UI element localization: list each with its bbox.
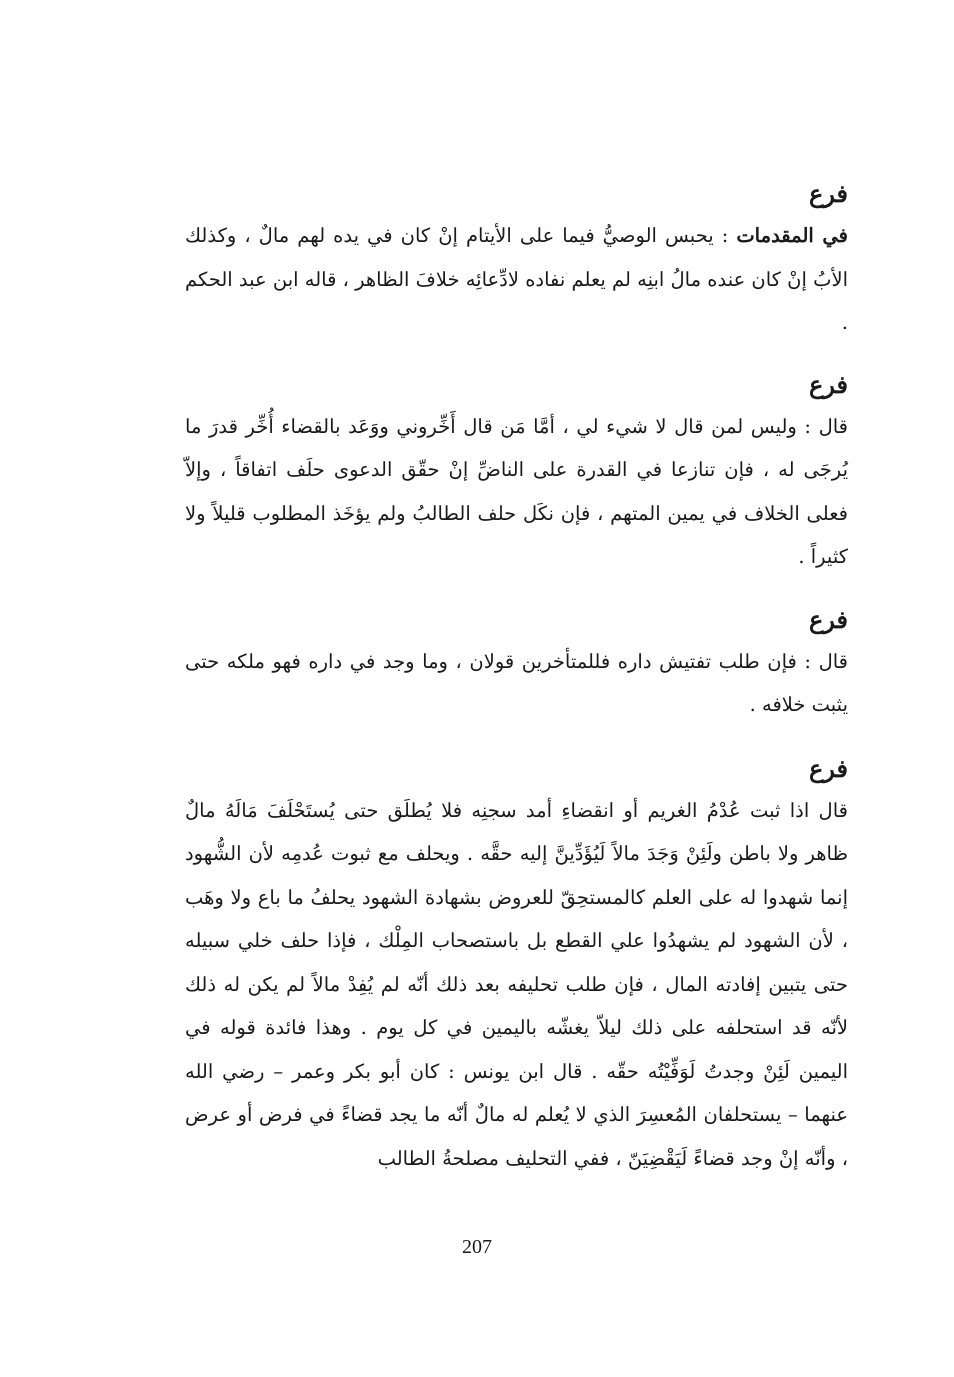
section-paragraph-4: قال اذا ثبت عُدْمُ الغريم أو انقضاءِ أمد سجنِه فلا يُطلَق حتى يُستَحْلَفَ مَالَهُ مالٌ ظاهر ولا باطن ولَئِنْ وَجَدَ مالاً لَيُؤَدِّينَّ إليه حقَّه . ويحلف مع ثبوت عُدمِه لأن الشُّهود إنما شهدوا له على العلم كالمستحِقّ للعروض بشهادة الشهود يحلفُ ما باع ولا وهَب ، لأن الشهود لم يشهدُوا علي القطع بل باستصحاب المِلْك ، فإذا حلف خلي سبيله حتى يتبين إفادته المال ، فإن طلب تحليفه بعد ذلك أنّه لم يُفِدْ مالاً لم يكن له ذلك لأنّه قد استحلفه على ذلك ليلاّ يغشّه باليمين في كل يوم . وهذا فائدة قوله في اليمين لَئِنْ وجدتُ لَوَفِّيْتُه حقّه . قال ابن يونس : كان أبو بكر وعمر – رضي الله عنهما – يستحلفان المُعسِرَ الذي لا يُعلم له مالٌ أنّه ما يجد قضاءً في فرض أو عرض ، وأنّه إنْ وجد قضاءً لَيَقْضِيَنّ ، ففي التحليف مصلحةُ الطالب	[185, 798, 848, 1170]
page-body	[185, 170, 848, 1180]
section-lead-term: في المقدمات	[736, 224, 848, 247]
section-paragraph-2: قال : وليس لمن قال لا شيء لي ، أمَّا مَن قال أَخِّروني ووَعَد بالقضاء أُخِّر قدرَ ما يُرجَى له ، فإن تنازعا في القدرة على الناضِّ إنْ حقّق الدعوى حلَف اتفاقاً ، وإلاّ فعلى الخلاف في يمين المتهم ، فإن نكَل حلف الطالبُ ولم يؤخَذ المطلوب قليلاً ولا كثيراً .	[185, 414, 848, 568]
section-heading-3: فرع	[808, 604, 848, 634]
section-paragraph-1	[185, 214, 848, 345]
section-paragraph-3: قال : فإن طلب تفتيش داره فللمتأخرين قولان ، وما وجد في داره فهو ملكه حتى يثبت خلافه .	[185, 649, 848, 716]
section-heading-1: فرع	[808, 179, 848, 208]
section-heading-2: فرع	[808, 369, 848, 399]
section-body-text-1: : يحبس الوصيُّ فيما على الأيتام إنْ كان في يده لهم مالٌ ، وكذلك الأبُ إنْ كان عنده مالُ ابنِه لم يعلم نفاده لادِّعائِه خلافَ الظاهر ، قاله ابن عبد الحكم .	[185, 224, 848, 334]
page-number: 207	[462, 1236, 492, 1258]
section-heading-4: فرع	[808, 753, 848, 783]
